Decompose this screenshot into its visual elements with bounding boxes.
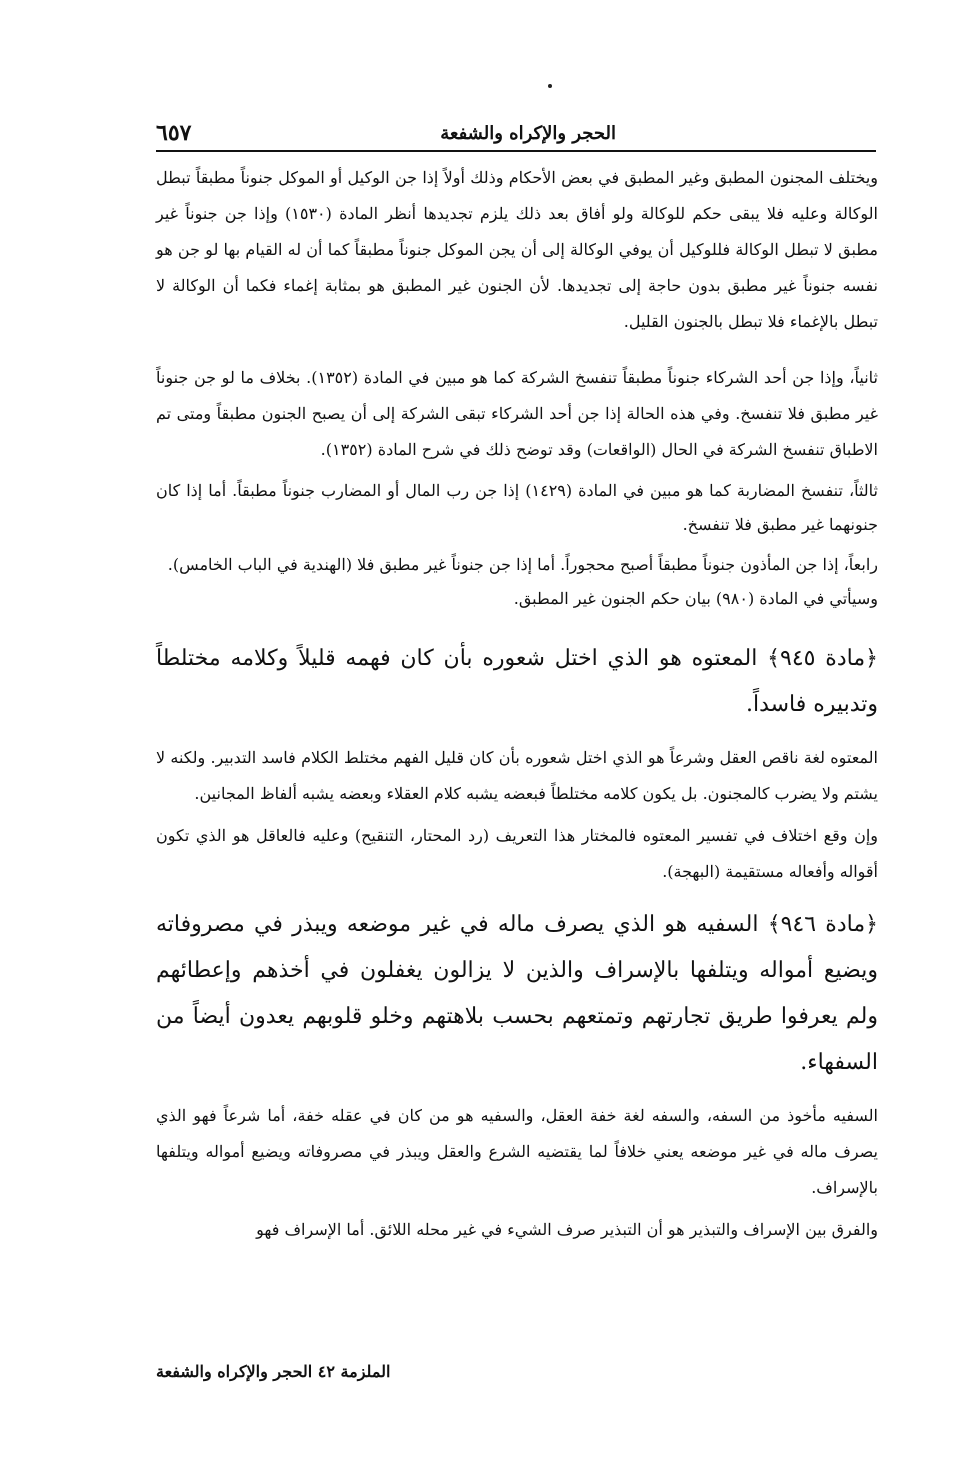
- running-title: الحجر والإكراه والشفعة: [440, 123, 616, 144]
- paragraph-third-mudaraba: ثالثاً، تنفسخ المضاربة كما هو مبين في المادة (١٤٢٩) إذا جن رب المال أو المضارب جنوناً مطبقاً. أما إذا كان جنونهما غير مطبق فلا تنفسخ.: [156, 481, 879, 534]
- paragraph-fourth-mazun: رابعاً، إذا جن المأذون جنوناً مطبقاً أصبح محجوراً. أما إذا جن جنوناً غير مطبق فلا (الهندية في الباب الخامس).: [167, 555, 878, 574]
- page-number: ٦٥٧: [156, 120, 192, 146]
- paragraph-safih-definition: السفيه مأخوذ من السفه، والسفه لغة خفة العقل، والسفيه هو من كان في عقله خفة، أما شرعاً فهو الذي يصرف ماله في غير موضعه يعني خلافاً لما يقتضيه الشرع والعقل ويبذر في مصروفاته ويضيع أمواله ويتلفها بالإسراف.: [156, 1106, 878, 1197]
- signature-footer: الملزمة ٤٢ الحجر والإكراه والشفعة: [156, 1362, 391, 1381]
- article-945: ﴿مادة ٩٤٥﴾ المعتوه هو الذي اختل شعوره بأن كان فهمه قليلاً وكلامه مختلطاً وتدبيره فاسداً.: [156, 646, 878, 717]
- paragraph-matuh-definition: المعتوه لغة ناقص العقل وشرعاً هو الذي اختل شعوره بأن كان قليل الفهم مختلط الكلام فاسد التدبير. ولكنه لا يشتم ولا يضرب كالمجنون. بل يكون كلامه مختلطاً فبعضه يشبه كلام العقلاء وبعضه يشبه ألفاظ المجانين.: [156, 748, 878, 803]
- paragraph-mutlaq-difference: ويختلف المجنون المطبق وغير المطبق في بعض الأحكام وذلك أولاً إذا جن الوكيل أو الموكل جنوناً مطبقاً تبطل الوكالة وعليه فلا يبقى حكم للوكالة ولو أفاق بعد ذلك يلزم تجديدها أنظر المادة (١٥٣٠) وإذا جن جنوناً غير مطبق لا تبطل الوكالة فللوكيل أن يوفي الوكالة إلى أن يجن الموكل جنوناً مطبقاً كما أن له القيام بها لو جن هو نفسه جنوناً غير مطبق بدون حاجة إلى تجديدها. لأن الجنون غير المطبق هو بمثابة إغماء فكما أن الوكالة لا تبطل بالإغماء فلا تبطل بالجنون القليل.: [156, 168, 879, 331]
- paragraph-article-980-ref: وسيأتي في المادة (٩٨٠) بيان حكم الجنون غير المطبق.: [513, 589, 878, 608]
- paragraph-israf-tabdhir: والفرق بين الإسراف والتبذير هو أن التبذير صرف الشيء في غير محله اللائق. أما الإسراف فهو: [256, 1220, 878, 1239]
- paragraph-matuh-dispute: وإن وقع اختلاف في تفسير المعتوه فالمختار هذا التعريف (رد المحتار، التنقيح) وعليه فالعاقل هو الذي تكون أقواله وأفعاله مستقيمة (البهجة).: [156, 826, 878, 881]
- article-946: ﴿مادة ٩٤٦﴾ السفيه هو الذي يصرف ماله في غير موضعه ويبذر في مصروفاته ويضيع أمواله ويتلفها بالإسراف والذين لا يزالون يغفلون في أخذهم وإعطائهم ولم يعرفوا طريق تجارتهم وتمتعهم بحسب بلاهتهم وخلو قلوبهم يعدون أيضاً من السفهاء.: [156, 912, 878, 1075]
- page-body: [156, 160, 878, 1248]
- page-header: [156, 110, 876, 152]
- stray-dot: [548, 84, 552, 88]
- paragraph-second-partnership: ثانياً، وإذا جن أحد الشركاء جنوناً مطبقاً تنفسخ الشركة كما هو مبين في المادة (١٣٥٢). بخلاف ما لو جن جنوناً غير مطبق فلا تنفسخ. وفي هذه الحالة إذا جن أحد الشركاء تبقى الشركة إلى أن يصبح الجنون مطبقاً ومتى تم الاطباق تنفسخ الشركة في الحال (الواقعات) وقد توضح ذلك في شرح المادة (١٣٥٢).: [156, 368, 879, 459]
